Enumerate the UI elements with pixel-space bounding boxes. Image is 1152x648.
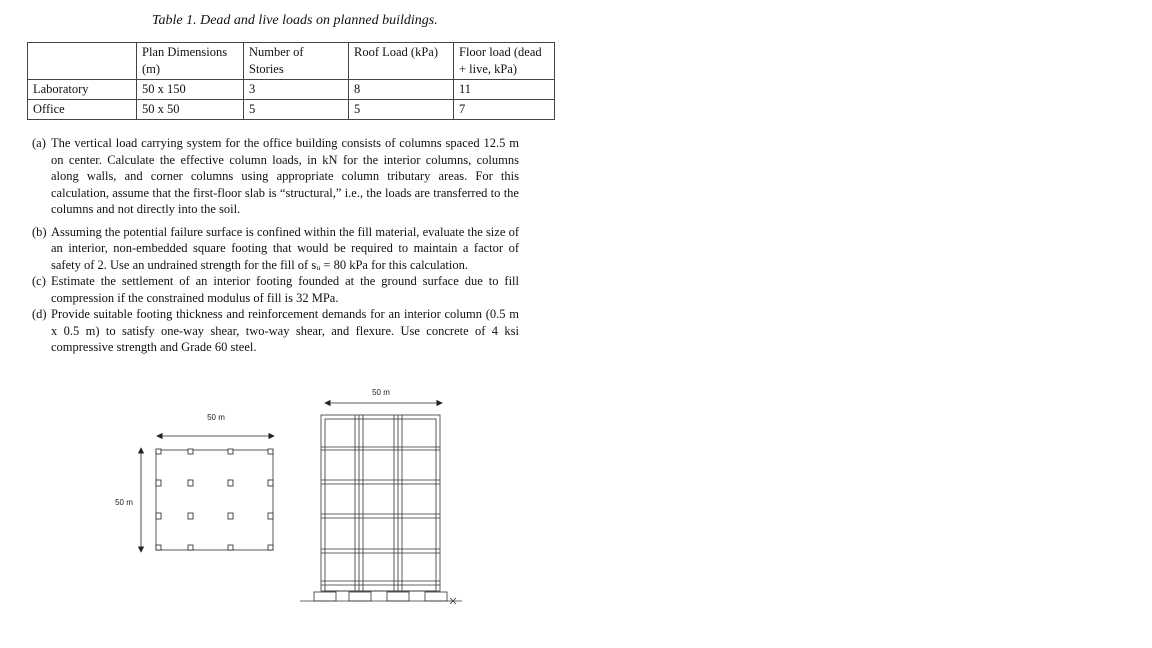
table-row [28,100,555,120]
column-marker [228,449,233,454]
header-cell-blank [28,43,137,80]
column-marker [228,545,233,550]
header-cell-roof-load [349,43,454,80]
column-marker [188,513,193,519]
table-cell: 50 x 150 [137,80,244,100]
question-text: Assuming the potential failure surface is confined within the fill material, evaluate the size of an interior, non-embedded square footing that would be required to maintain a factor of safety of 2. Use an undrained strength for the fill of sᵤ = 80 kPa for this calculation. [51,224,519,272]
question-list [32,135,519,356]
column-marker [268,545,273,550]
table-row [28,80,555,100]
elevation-footings [314,592,447,601]
table-cell: 8 [349,80,454,100]
header-line: Stories [249,62,284,76]
column-marker [188,449,193,454]
question-label: (a) [32,136,46,150]
table-cell: 7 [454,100,555,120]
column-marker [156,513,161,519]
loads-table [27,42,555,120]
question-label: (b) [32,224,47,239]
header-line: Plan Dimensions [142,45,228,59]
header-line: (m) [142,62,161,76]
column-marker [156,545,161,550]
table-cell: 5 [349,100,454,120]
question-label: (c) [32,274,46,288]
table-cell: 5 [244,100,349,120]
table-cell: 11 [454,80,555,100]
question-text: Provide suitable footing thickness and reinforcement demands for an interior column (0.5 m x 0.5 m) to satisfy one-way shear, two-way shear, and flexure. Use concrete of 4 ksi compressive strength and Grade 60 steel. [51,307,519,354]
column-marker [188,480,193,486]
column-marker [268,480,273,486]
column-marker [228,480,233,486]
column-marker [188,545,193,550]
table-cell: 3 [244,80,349,100]
table-cell: 50 x 50 [137,100,244,120]
plan-column-grid [156,449,273,550]
question-d [32,306,519,356]
question-label: (d) [32,307,47,321]
plan-outline [156,450,273,550]
footing [425,592,447,601]
table-header-row [28,43,555,80]
column-marker [268,449,273,454]
question-c [32,273,519,306]
header-line: Roof Load (kPa) [354,45,439,59]
footing [387,592,409,601]
column-marker [228,513,233,519]
footing [314,592,336,601]
header-line: + live, kPa) [459,62,518,76]
header-line: Floor load (dead [459,45,542,59]
elevation-view-figure [290,380,480,610]
header-cell-stories [244,43,349,80]
plan-view-figure [100,400,300,570]
question-a [32,135,519,218]
column-marker [268,513,273,519]
table-cell: Laboratory [28,80,137,100]
question-text: Estimate the settlement of an interior footing founded at the ground surface due to fill compression if the constrained modulus of fill is 32 MPa. [51,274,519,305]
footing [349,592,371,601]
column-marker [156,480,161,486]
question-b [32,224,519,274]
header-line: Number of [249,45,304,59]
elevation-width-label: 50 m [372,388,390,397]
header-cell-floor-load [454,43,555,80]
header-cell-plan-dimensions [137,43,244,80]
elevation-frame [321,415,440,591]
plan-width-label: 50 m [207,413,225,422]
question-text: The vertical load carrying system for the office building consists of columns spaced 12.5 m on center. Calculate the effective column loads, in kN for the interior columns, columns along walls, and corner columns using appropriate column tributary areas. For this calculation, assume that the first-floor slab is “structural,” i.e., the loads are transferred to the columns and not directly into the soil. [51,136,519,216]
table-cell: Office [28,100,137,120]
plan-height-label: 50 m [115,498,133,507]
column-marker [156,449,161,454]
table-caption: Table 1. Dead and live loads on planned buildings. [152,13,438,28]
